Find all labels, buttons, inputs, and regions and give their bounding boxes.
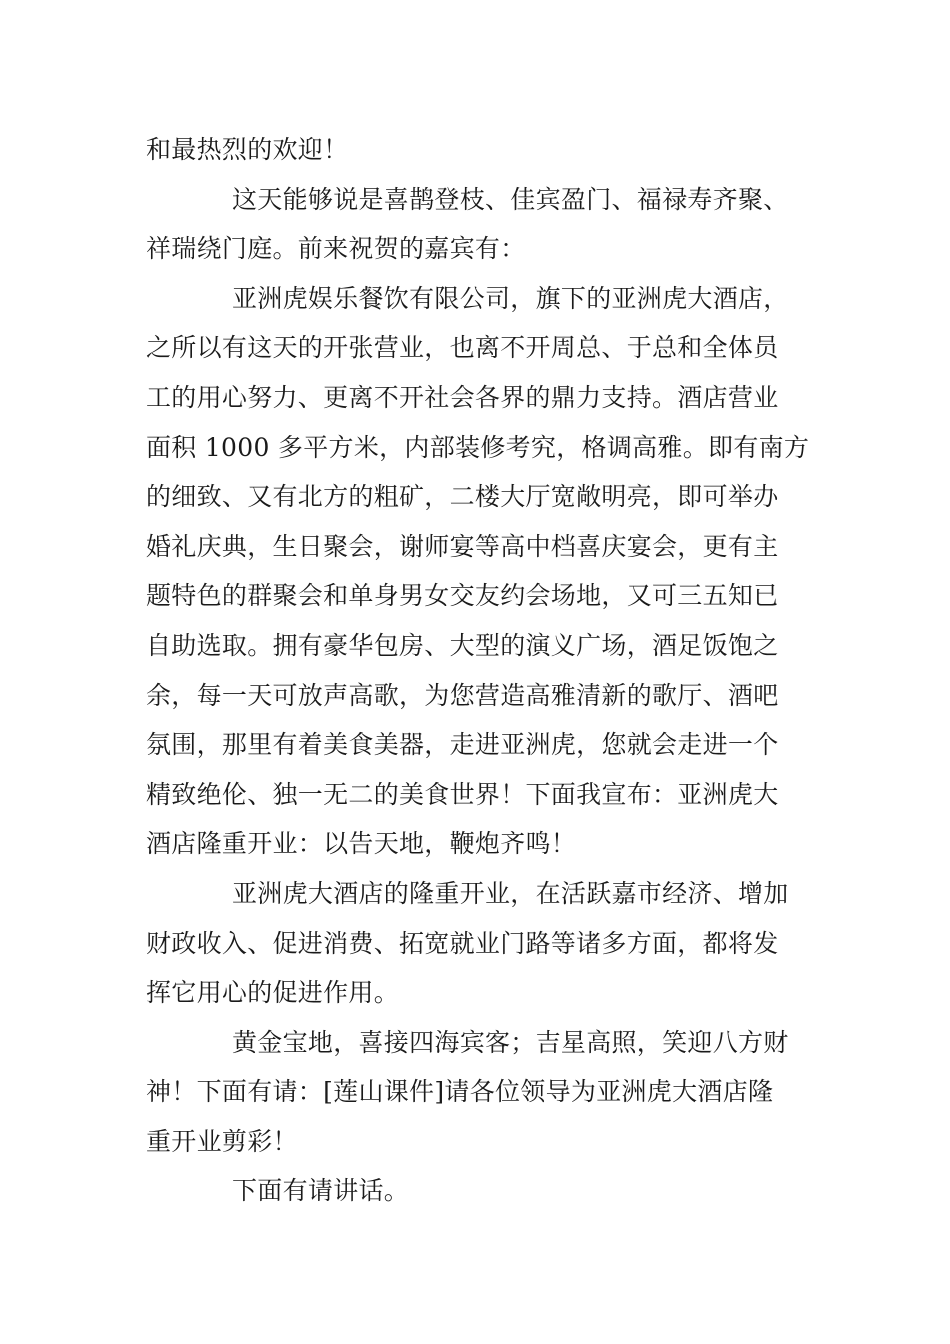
- text-line: 挥它用心的促进作用。: [146, 978, 400, 1008]
- text-line: 面积 1000 多平方米，内部装修考究，格调高雅。即有南方: [146, 432, 810, 462]
- document-body: [146, 125, 810, 1216]
- text-line: 精致绝伦、独一无二的美食世界！下面我宣布：亚洲虎大: [146, 779, 779, 809]
- text-line: 酒店隆重开业：以告天地，鞭炮齐鸣！: [146, 829, 577, 859]
- text-line: 之所以有这天的开张营业，也离不开周总、于总和全体员: [146, 333, 779, 363]
- text-line: 工的用心努力、更离不开社会各界的鼎力支持。酒店营业: [146, 382, 779, 412]
- text-line: 重开业剪彩！: [146, 1126, 298, 1156]
- text-line: 氛围，那里有着美食美器，走进亚洲虎，您就会走进一个: [146, 730, 779, 760]
- text-line: 自助选取。拥有豪华包房、大型的演义广场，酒足饭饱之: [146, 630, 779, 660]
- text-line: 和最热烈的欢迎！: [146, 135, 349, 164]
- text-line: 祥瑞绕门庭。前来祝贺的嘉宾有：: [146, 234, 526, 264]
- text-line: 神！下面有请：[莲山课件]请各位领导为亚洲虎大酒店隆: [146, 1077, 774, 1107]
- text-line: 的细致、又有北方的粗矿，二楼大厅宽敞明亮，即可举办: [146, 482, 779, 512]
- text-line: 这天能够说是喜鹊登枝、佳宾盈门、福禄寿齐聚、: [232, 184, 789, 214]
- text-line: 亚洲虎娱乐餐饮有限公司，旗下的亚洲虎大酒店，: [232, 283, 789, 313]
- text-line: 余，每一天可放声高歌，为您营造高雅清新的歌厅、酒吧: [146, 680, 779, 710]
- text-line: 题特色的群聚会和单身男女交友约会场地，又可三五知已: [146, 581, 779, 611]
- text-line: 婚礼庆典，生日聚会，谢师宴等高中档喜庆宴会，更有主: [146, 531, 779, 561]
- text-line: 亚洲虎大酒店的隆重开业，在活跃嘉市经济、增加: [232, 878, 789, 908]
- text-line: 下面有请讲话。: [232, 1176, 410, 1206]
- text-line: 财政收入、促进消费、拓宽就业门路等诸多方面，都将发: [146, 928, 779, 958]
- text-line: 黄金宝地，喜接四海宾客；吉星高照，笑迎八方财: [232, 1027, 789, 1057]
